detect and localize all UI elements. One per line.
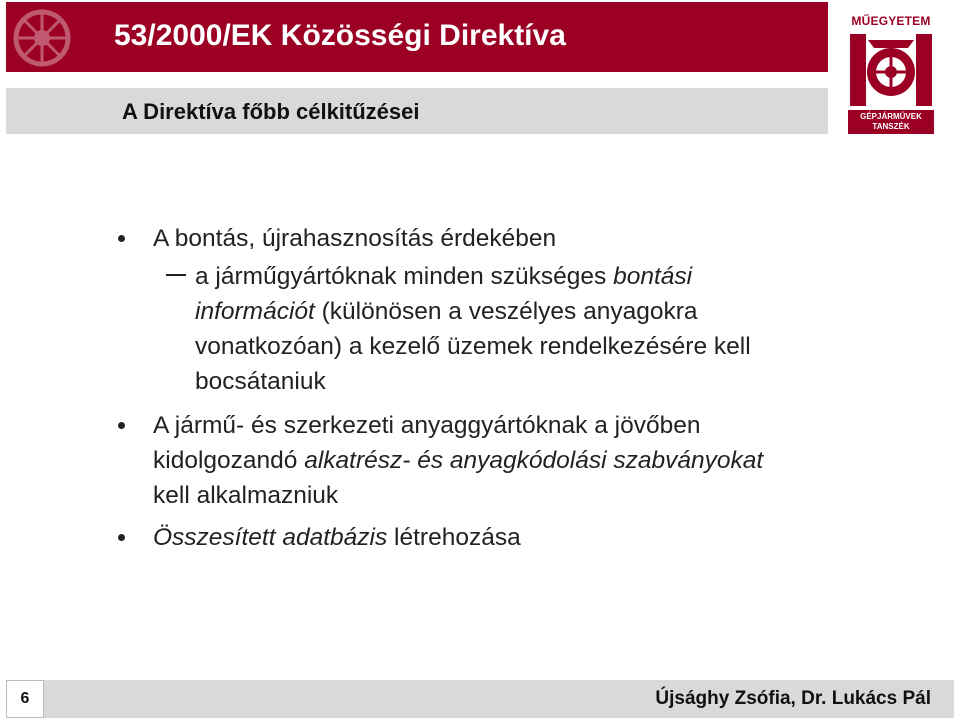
bullet-2-line-3: kell alkalmazniuk xyxy=(153,482,339,509)
bullet-3-plain: létrehozása xyxy=(387,524,521,551)
bullet-2-line-2 xyxy=(153,443,763,478)
sub-bullet-line-1 xyxy=(195,259,692,294)
bullet-2-line-2-plain: kidolgozandó xyxy=(153,447,305,474)
page-number: 6 xyxy=(6,680,44,718)
bullet-dot-icon xyxy=(118,534,125,541)
logo-top-text: MŰEGYETEM xyxy=(851,14,931,28)
dash-icon xyxy=(166,274,186,276)
sub-bullet-line-2 xyxy=(195,294,698,329)
bullet-dot-icon xyxy=(118,422,125,429)
sub-bullet-line-3: vonatkozóan) a kezelő üzemek rendelkezésére kell xyxy=(195,333,751,360)
sub-bullet-line-1-plain: a járműgyártóknak minden szükséges xyxy=(195,263,614,290)
bullet-3-text xyxy=(153,520,521,555)
bullet-1-text: A bontás, újrahasznosítás érdekében xyxy=(153,225,557,252)
footer-authors: Újsághy Zsófia, Dr. Lukács Pál xyxy=(655,688,931,709)
bullet-dot-icon xyxy=(118,235,125,242)
logo-bottom-line1: GÉPJÁRMŰVEK xyxy=(860,112,922,121)
bullet-2-line-2-italic: alkatrész- és anyagkódolási szabványokat xyxy=(304,447,764,474)
page-title: 53/2000/EK Közösségi Direktíva xyxy=(114,19,566,52)
sub-bullet-line-1-italic: bontási xyxy=(613,263,693,290)
page-subtitle: A Direktíva főbb célkitűzései xyxy=(122,99,420,124)
bullet-3-italic: Összesített adatbázis xyxy=(153,524,388,551)
sub-bullet-line-2-plain: (különösen a veszélyes anyagokra xyxy=(314,298,698,325)
bullet-2-line-1: A jármű- és szerkezeti anyaggyártóknak a jövőben xyxy=(153,412,701,439)
logo-bottom-line2: TANSZÉK xyxy=(872,122,910,131)
sub-bullet-line-4: bocsátaniuk xyxy=(195,368,326,395)
sub-bullet-line-2-italic: információt xyxy=(195,298,315,325)
